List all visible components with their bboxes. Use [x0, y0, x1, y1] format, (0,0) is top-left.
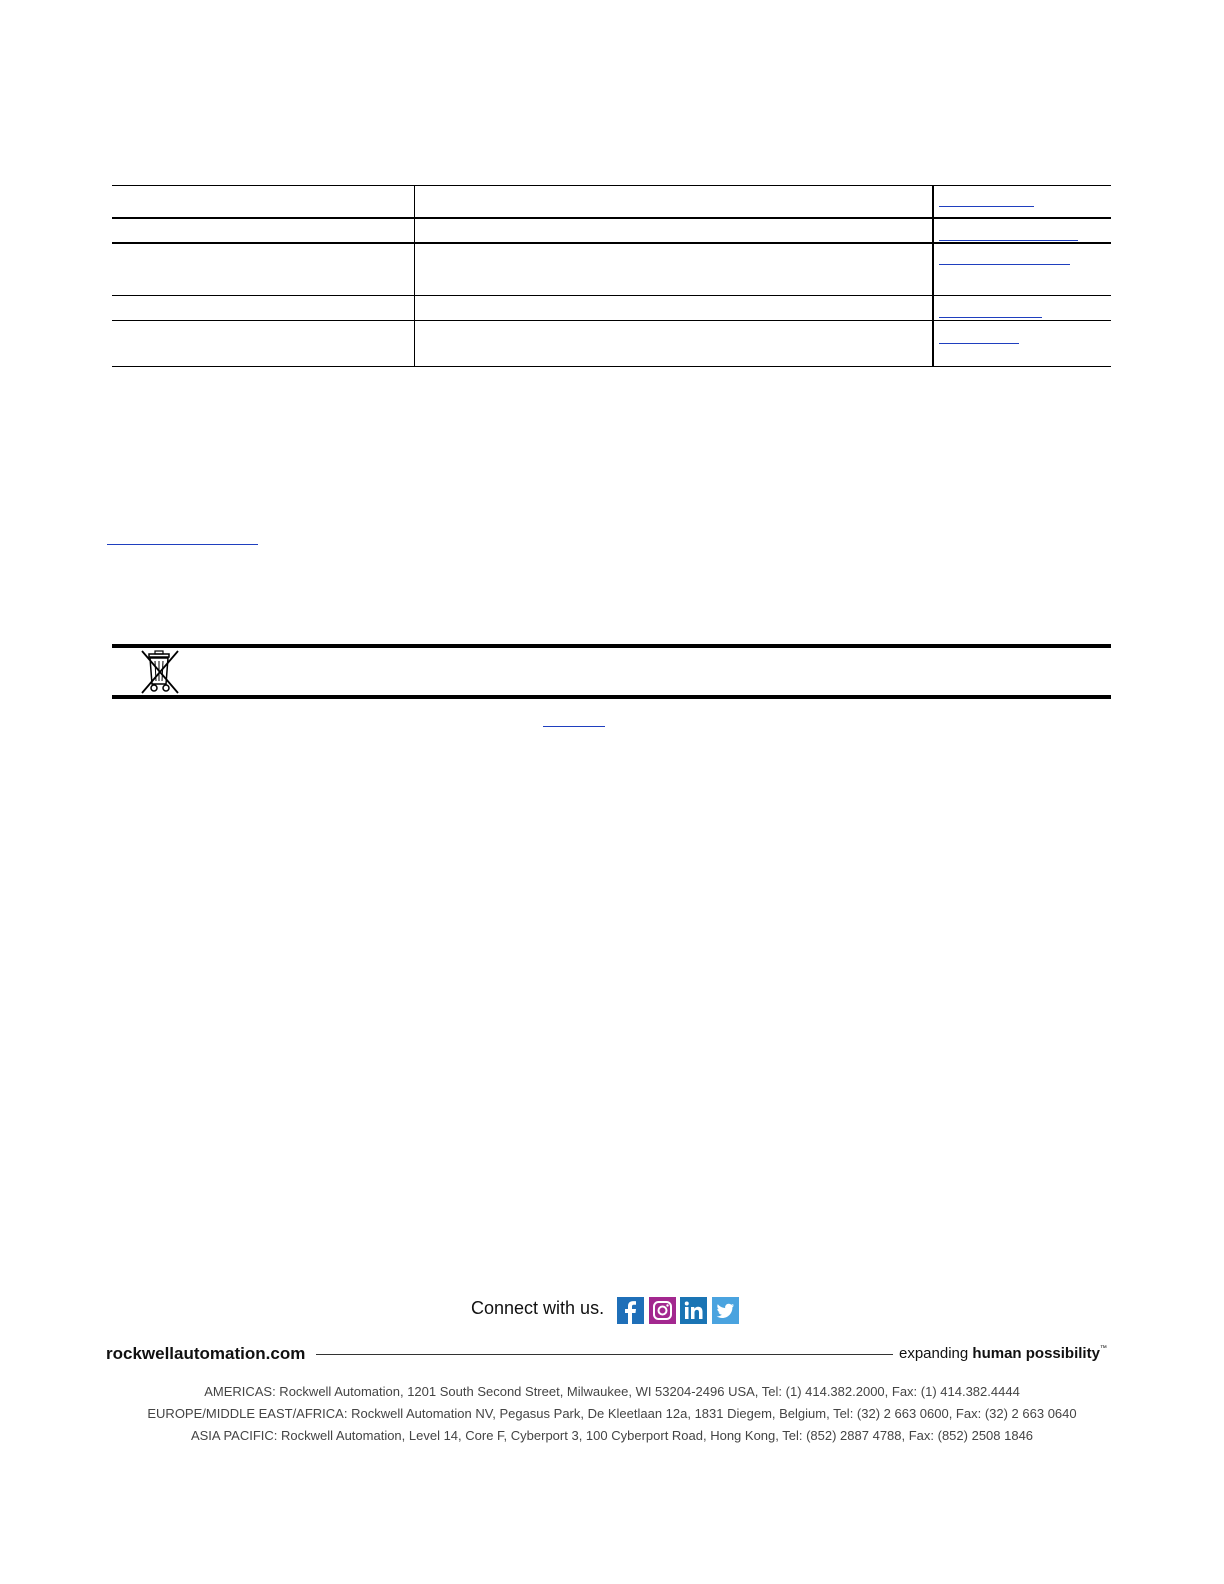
body-link[interactable]: [107, 544, 258, 545]
table-row-link[interactable]: [939, 240, 1078, 241]
trademark-mark: ™: [1099, 1345, 1107, 1352]
banner-bottom-rule: [112, 695, 1111, 699]
table-rule: [112, 366, 1111, 367]
address-emea: EUROPE/MIDDLE EAST/AFRICA: Rockwell Automation NV, Pegasus Park, De Kleetlaan 12a, 1831 Diegem, Belgium, Tel: (32) 2 663 0600, Fax: (32) 2 663 0640: [147, 1406, 1077, 1421]
table-rule: [112, 217, 1111, 219]
table-rule: [112, 242, 1111, 244]
address-asia-pacific: ASIA PACIFIC: Rockwell Automation, Level 14, Core F, Cyberport 3, 100 Cyberport Road, Hong Kong, Tel: (852) 2887 4788, Fax: (852) 2508 1846: [190, 1428, 1034, 1443]
twitter-icon[interactable]: [712, 1297, 739, 1324]
facebook-icon[interactable]: [617, 1297, 644, 1324]
connect-with-us: Connect with us.: [471, 1298, 605, 1318]
linkedin-icon[interactable]: [680, 1297, 707, 1324]
table-row-link[interactable]: [939, 317, 1042, 318]
tagline-light: expanding: [899, 1345, 969, 1362]
table-rule: [112, 185, 1111, 186]
footer-rule: [316, 1354, 893, 1355]
tagline: [899, 1345, 1107, 1362]
table-column-divider: [414, 185, 415, 367]
table-row-link[interactable]: [939, 264, 1070, 265]
address-americas: AMERICAS: Rockwell Automation, 1201 South Second Street, Milwaukee, WI 53204-2496 USA, Tel: (1) 414.382.2000, Fax: (1) 414.382.4444: [204, 1384, 1020, 1399]
banner-link[interactable]: [543, 726, 605, 727]
table-rule: [112, 295, 1111, 296]
table-column-divider: [932, 185, 934, 367]
table-row-link[interactable]: [939, 343, 1019, 344]
table-rule: [112, 320, 1111, 321]
crossed-bin-icon: [138, 648, 182, 696]
banner-top-rule: [112, 644, 1111, 648]
website-link[interactable]: rockwellautomation.com: [106, 1344, 306, 1363]
table-row-link[interactable]: [939, 206, 1034, 207]
tagline-bold: human possibility: [972, 1345, 1100, 1362]
instagram-icon[interactable]: [649, 1297, 676, 1324]
